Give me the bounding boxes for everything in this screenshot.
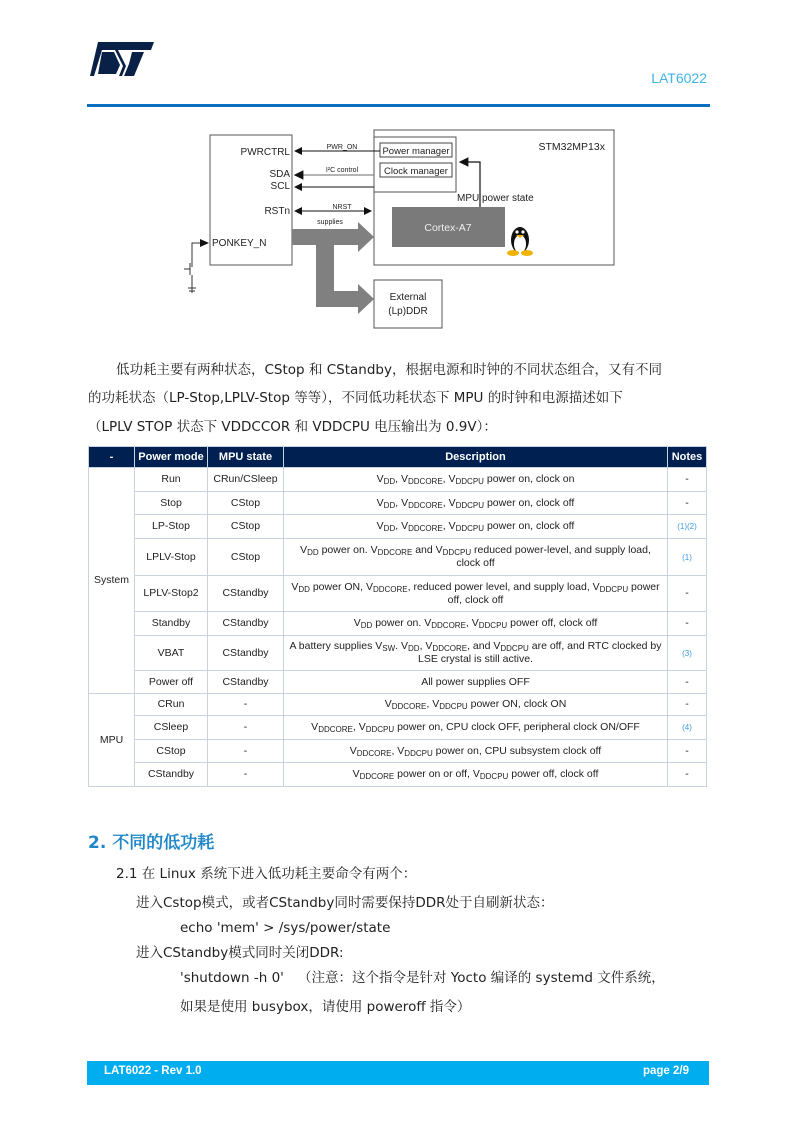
power-mode-cell: CSleep — [135, 716, 208, 740]
mpu-state-cell: CStandby — [208, 612, 284, 636]
notes-cell: - — [668, 576, 707, 612]
power-architecture-diagram — [170, 125, 630, 335]
description-cell: All power supplies OFF — [284, 671, 668, 694]
power-mode-cell: LPLV-Stop2 — [135, 576, 208, 612]
table-row — [89, 636, 707, 671]
mpu-state-cell: CRun/CSleep — [208, 468, 284, 492]
header-description: Description — [284, 447, 668, 468]
notes-cell: - — [668, 492, 707, 515]
header-power-mode: Power mode — [135, 447, 208, 468]
clock-manager-label: Clock manager — [384, 166, 448, 177]
notes-cell: - — [668, 763, 707, 787]
soc-title: STM32MP13x — [538, 141, 605, 153]
power-manager-label: Power manager — [382, 146, 450, 157]
signal-nrst: NRST — [332, 204, 352, 211]
group-cell: MPU — [89, 694, 135, 787]
description-cell: $V_{DDCORE}$ power on or off, $V_{DDCPU}$ power off, clock off — [284, 763, 668, 787]
signal-i2c: I²C control — [325, 167, 359, 174]
power-mode-cell: CRun — [135, 694, 208, 716]
header-mpu-state: MPU state — [208, 447, 284, 468]
pin-rstn: RSTn — [264, 206, 290, 217]
cstandby-note-1: （注意：这个指令是针对 Yocto 编译的 systemd 文件系统， — [298, 970, 665, 986]
table-row — [89, 539, 707, 576]
subsection-title: 2.1 在 Linux 系统下进入低功耗主要命令有两个： — [116, 866, 417, 882]
mpu-state-cell: - — [208, 694, 284, 716]
table-row — [89, 492, 707, 515]
table-row — [89, 716, 707, 740]
pin-pwrctrl: PWRCTRL — [240, 147, 290, 158]
pin-sda: SDA — [269, 169, 290, 180]
description-cell: $V_{DD}$ power on. $V_{DDCORE}$, $V_{DDCPU}$ power off, clock off — [284, 612, 668, 636]
signal-supplies: supplies — [317, 219, 343, 226]
intro-line-1: 低功耗主要有两种状态，CStop 和 CStandby，根据电源和时钟的不同状态组合，又有不同 — [116, 362, 662, 378]
description-cell: $V_{DDCORE}$, $V_{DDCPU}$ power on, CPU subsystem clock off — [284, 740, 668, 763]
mpu-power-state-label: MPU power state — [457, 193, 534, 204]
cstop-intro: 进入Cstop模式，或者CStandby同时需要保持DDR处于自刷新状态： — [136, 895, 554, 911]
intro-line-3: （LPLV STOP 状态下 VDDCCOR 和 VDDCPU 电压输出为 0.9V）： — [88, 419, 497, 435]
notes-cell: - — [668, 468, 707, 492]
table-row — [89, 763, 707, 787]
notes-cell: - — [668, 694, 707, 716]
table-row — [89, 694, 707, 716]
section-title: 2. 不同的低功耗 — [88, 833, 215, 853]
table-row — [89, 612, 707, 636]
description-cell: $V_{DDCORE}$, $V_{DDCPU}$ power on, CPU clock OFF, peripheral clock ON/OFF — [284, 716, 668, 740]
description-cell: $V_{DD}$, $V_{DDCORE}$, $V_{DDCPU}$ power on, clock on — [284, 468, 668, 492]
table-row — [89, 576, 707, 612]
table-row — [89, 740, 707, 763]
cstandby-note-2: 如果是使用 busybox，请使用 poweroff 指令） — [180, 999, 471, 1015]
ddr-label-1: External — [389, 292, 427, 303]
notes-cell[interactable]: (4) — [668, 716, 707, 740]
footer-doc-rev: LAT6022 - Rev 1.0 — [104, 1065, 202, 1077]
notes-cell: - — [668, 671, 707, 694]
power-mode-cell: CStop — [135, 740, 208, 763]
table-header-row — [89, 447, 707, 468]
power-mode-cell: VBAT — [135, 636, 208, 671]
mpu-state-cell: CStop — [208, 515, 284, 539]
ddr-box — [374, 280, 442, 328]
power-mode-cell: CStandby — [135, 763, 208, 787]
description-cell: $V_{DD}$ power on. $V_{DDCORE}$ and $V_{DDCPU}$ reduced power-level, and supply load, clock off — [284, 539, 668, 576]
mpu-state-cell: CStandby — [208, 671, 284, 694]
notes-cell: - — [668, 612, 707, 636]
description-cell: $V_{DD}$, $V_{DDCORE}$, $V_{DDCPU}$ power on, clock off — [284, 492, 668, 515]
power-mode-cell: Standby — [135, 612, 208, 636]
notes-cell[interactable]: (1)(2) — [668, 515, 707, 539]
description-cell: $V_{DD}$, $V_{DDCORE}$, $V_{DDCPU}$ power on, clock off — [284, 515, 668, 539]
mpu-state-cell: CStandby — [208, 576, 284, 612]
cstandby-command: 'shutdown -h 0' — [180, 970, 284, 986]
header-rule — [87, 104, 710, 107]
mpu-state-cell: - — [208, 716, 284, 740]
power-mode-cell: Run — [135, 468, 208, 492]
power-mode-cell: LPLV-Stop — [135, 539, 208, 576]
pin-scl: SCL — [270, 181, 290, 192]
table-row — [89, 468, 707, 492]
signal-pwr-on: PWR_ON — [326, 144, 358, 151]
description-cell: A battery supplies $V_{SW}$. $V_{DD}$, $V_{DDCORE}$, and $V_{DDCPU}$ are off, and RTC clocked by LSE crystal is still active. — [284, 636, 668, 671]
mpu-state-cell: CStop — [208, 492, 284, 515]
notes-cell[interactable]: (3) — [668, 636, 707, 671]
cstop-command: echo 'mem' > /sys/power/state — [180, 920, 391, 936]
table-row — [89, 515, 707, 539]
table-row — [89, 671, 707, 694]
notes-cell[interactable]: (1) — [668, 539, 707, 576]
cortex-a7-label: Cortex-A7 — [424, 222, 472, 234]
description-cell: $V_{DDCORE}$, $V_{DDCPU}$ power ON, clock ON — [284, 694, 668, 716]
notes-cell: - — [668, 740, 707, 763]
mpu-state-cell: CStandby — [208, 636, 284, 671]
header-notes: Notes — [668, 447, 707, 468]
mpu-state-cell: - — [208, 763, 284, 787]
power-mode-table — [88, 446, 706, 787]
header-group: - — [89, 447, 135, 468]
group-cell: System — [89, 468, 135, 694]
st-logo — [88, 40, 158, 78]
intro-line-2: 的功耗状态（LP-Stop,LPLV-Stop 等等），不同低功耗状态下 MPU 的时钟和电源描述如下 — [88, 390, 623, 406]
mpu-state-cell: - — [208, 740, 284, 763]
pin-ponkey: PONKEY_N — [212, 238, 267, 249]
ddr-label-2: (Lp)DDR — [388, 306, 428, 317]
description-cell: $V_{DD}$ power ON, $V_{DDCORE}$, reduced power level, and supply load, $V_{DDCPU}$ power off, clock off — [284, 576, 668, 612]
footer-page-number: page 2/9 — [642, 1065, 689, 1077]
power-mode-cell: LP-Stop — [135, 515, 208, 539]
push-button-icon — [184, 243, 208, 293]
cstandby-intro: 进入CStandby模式同时关闭DDR: — [136, 945, 344, 961]
document-id: LAT6022 — [651, 70, 707, 86]
power-mode-cell: Power off — [135, 671, 208, 694]
power-mode-cell: Stop — [135, 492, 208, 515]
mpu-state-cell: CStop — [208, 539, 284, 576]
supplies-arrow — [292, 222, 374, 314]
